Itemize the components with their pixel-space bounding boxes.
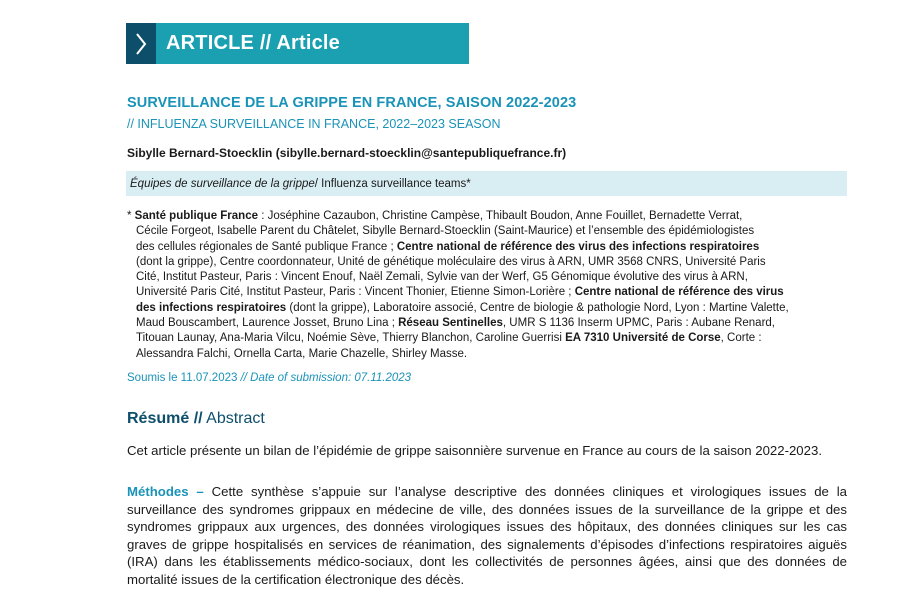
teams-fr: Équipes de surveillance de la grippe [130, 177, 315, 190]
affiliation-text: Titouan Launay, Ana-Maria Vilcu, Noémie Sève, Thierry Blanchon, Caroline Guerrisi [136, 332, 566, 345]
affiliation-org: EA 7310 Université de Corse [565, 332, 721, 345]
article-banner [126, 23, 469, 64]
affiliation-text: (dont la grippe), Laboratoire associé, Centre de biologie & pathologie Nord, Lyon : Martine Valette, [286, 301, 789, 314]
affiliation-text: (dont la grippe), Centre coordonnateur, Unité de génétique moléculaire des virus à ARN, UMR 3568 CNRS, Université Paris [136, 255, 766, 268]
affiliation-text: : Joséphine Cazaubon, Christine Campèse, Thibault Boudon, Anne Fouillet, Bernadette Verrat, [258, 210, 743, 222]
abstract-paragraph-methods [127, 483, 847, 588]
affiliation-org: Centre national de référence des virus des infections respiratoires [396, 240, 760, 253]
affiliation-org: Réseau Sentinelles [398, 317, 503, 330]
abstract-paragraph-intro: Cet article présente un bilan de l’épidémie de grippe saisonnière survenue en France au cours de la saison 2022-2023. [127, 443, 822, 458]
submitted-en: // Date of submission: 07.11.2023 [237, 372, 412, 384]
chevron-right-icon [126, 23, 156, 64]
article-title: SURVEILLANCE DE LA GRIPPE EN FRANCE, SAISON 2022-2023 [127, 95, 577, 111]
abstract-heading-fr: Résumé // [127, 410, 203, 427]
affiliation-text: * [127, 210, 135, 222]
affiliation-text: Cité, Institut Pasteur, Paris : Vincent Enouf, Naël Zemali, Sylvie van der Werf, G5 Génomique évolutive des virus à ARN, [136, 271, 748, 284]
affiliation-org: Santé publique France [134, 210, 258, 222]
affiliation-text: Université Paris Cité, Institut Pasteur, Paris : Vincent Thonier, Etienne Simon-Lorière ; [136, 286, 575, 299]
affiliation-line [127, 331, 847, 346]
affiliation-org: des infections respiratoires [136, 301, 287, 314]
affiliation-text: Cécile Forgeot, Isabelle Parent du Châtelet, Sibylle Bernard-Stoecklin (Saint-Maurice) et l’ensemble des épidémiologistes [136, 225, 755, 238]
affiliation-line [127, 270, 847, 285]
affiliation-org: Centre national de référence des virus [574, 286, 784, 299]
submission-date [127, 372, 411, 384]
methods-label: Méthodes – [127, 484, 204, 499]
article-subtitle: // INFLUENZA SURVEILLANCE IN FRANCE, 2022–2023 SEASON [127, 117, 501, 131]
affiliation-line [127, 316, 847, 331]
teams-box [126, 171, 847, 196]
methods-text: Cette synthèse s’appuie sur l’analyse descriptive des données cliniques et virologiques issues de la surveillance des syndromes grippaux en médecine de ville, des données issues de la surveillance de la grippe et des syndromes grippaux aux urgences, des données virologiques issues des hôpitaux, des données cliniques sur les cas graves de grippe hospitalisés en services de réanimation, des signalements d’épisodes d’infections respiratoires aiguës (IRA) dans les établissements médico-sociaux, dont les collectivités de personnes âgées, ainsi que des données de mortalité issues de la certification électronique des décès. [127, 484, 848, 587]
submitted-fr: Soumis le 11.07.2023 [127, 372, 238, 384]
affiliation-line [127, 347, 847, 362]
affiliation-line [127, 209, 847, 224]
affiliation-line [127, 224, 847, 239]
affiliation-text: , UMR S 1136 Inserm UPMC, Paris : Aubane Renard, [502, 317, 775, 330]
author-line: Sibylle Bernard-Stoecklin (sibylle.bernard-stoecklin@santepubliquefrance.fr) [127, 146, 567, 160]
teams-en: / Influenza surveillance teams* [314, 177, 471, 190]
affiliation-line [127, 285, 847, 300]
affiliation-text: , Corte : [720, 332, 762, 345]
affiliation-text: Alessandra Falchi, Ornella Carta, Marie Chazelle, Shirley Masse. [136, 347, 468, 360]
abstract-heading-en: Abstract [202, 410, 265, 427]
affiliation-text: des cellules régionales de Santé publique France ; [136, 240, 397, 253]
abstract-heading [127, 410, 265, 428]
affiliation-line [127, 301, 847, 316]
affiliation-line [127, 255, 847, 270]
banner-label: ARTICLE // Article [166, 32, 340, 54]
affiliation-text: Maud Bouscambert, Laurence Josset, Bruno Lina ; [136, 317, 399, 330]
affiliation-line [127, 240, 847, 255]
affiliations [127, 209, 847, 362]
